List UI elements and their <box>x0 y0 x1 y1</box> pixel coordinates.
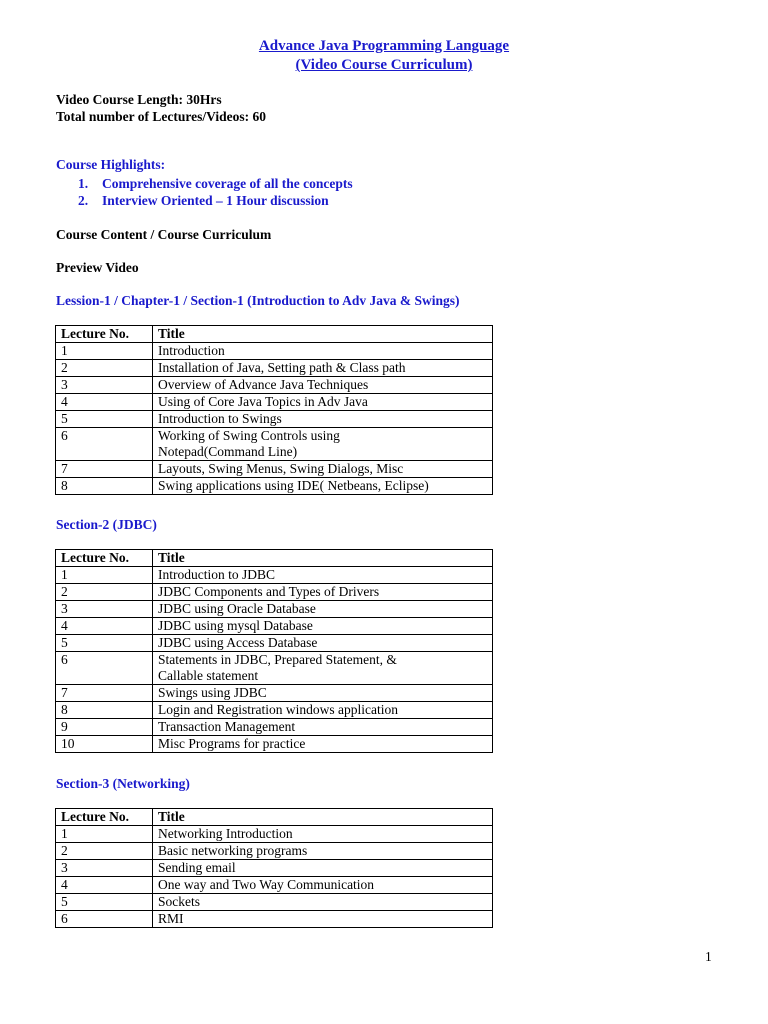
lecture-title: RMI <box>153 911 493 928</box>
table-row <box>56 860 493 877</box>
lecture-title: Introduction <box>153 343 493 360</box>
section-3-heading: Section-3 (Networking) <box>56 776 190 791</box>
highlight-text: Interview Oriented – 1 Hour discussion <box>102 193 329 208</box>
lecture-no: 2 <box>56 584 153 601</box>
lecture-no: 1 <box>56 567 153 584</box>
highlight-item <box>78 175 353 192</box>
lecture-title: Working of Swing Controls using Notepad(Command Line) <box>153 428 493 461</box>
section-1-table <box>55 325 493 495</box>
lecture-title: Installation of Java, Setting path & Class path <box>153 360 493 377</box>
document-title-line1: Advance Java Programming Language <box>258 38 510 54</box>
lecture-title: Swing applications using IDE( Netbeans, Eclipse) <box>153 478 493 495</box>
highlight-number: 2. <box>78 193 89 208</box>
lecture-title: Using of Core Java Topics in Adv Java <box>153 394 493 411</box>
lecture-no: 5 <box>56 411 153 428</box>
table-row <box>56 478 493 495</box>
lecture-no: 2 <box>56 843 153 860</box>
lecture-title: Introduction to JDBC <box>153 567 493 584</box>
table-row <box>56 394 493 411</box>
header-title: Title <box>153 550 493 567</box>
lecture-title: Networking Introduction <box>153 826 493 843</box>
highlight-item <box>78 192 329 209</box>
lecture-title: Transaction Management <box>153 719 493 736</box>
table-row <box>56 584 493 601</box>
table-row <box>56 911 493 928</box>
lecture-title: Layouts, Swing Menus, Swing Dialogs, Misc <box>153 461 493 478</box>
header-lecture-no: Lecture No. <box>56 809 153 826</box>
table-header-row <box>56 550 493 567</box>
table-row <box>56 360 493 377</box>
lecture-no: 3 <box>56 377 153 394</box>
table-row <box>56 635 493 652</box>
table-row <box>56 461 493 478</box>
section-1-heading: Lession-1 / Chapter-1 / Section-1 (Introduction to Adv Java & Swings) <box>56 293 460 308</box>
table-row <box>56 685 493 702</box>
table-row <box>56 428 493 461</box>
header-lecture-no: Lecture No. <box>56 550 153 567</box>
table-row <box>56 702 493 719</box>
table-row <box>56 601 493 618</box>
lecture-title: Sending email <box>153 860 493 877</box>
lecture-title: One way and Two Way Communication <box>153 877 493 894</box>
lecture-no: 2 <box>56 360 153 377</box>
table-row <box>56 719 493 736</box>
lecture-title: Basic networking programs <box>153 843 493 860</box>
header-title: Title <box>153 809 493 826</box>
section-3-table <box>55 808 493 928</box>
page-number: 1 <box>705 949 712 964</box>
table-row <box>56 843 493 860</box>
highlights-heading: Course Highlights: <box>56 157 166 172</box>
table-row <box>56 736 493 753</box>
lecture-title: Introduction to Swings <box>153 411 493 428</box>
lecture-title: Overview of Advance Java Techniques <box>153 377 493 394</box>
lecture-no: 5 <box>56 635 153 652</box>
lecture-no: 3 <box>56 860 153 877</box>
lecture-title: Sockets <box>153 894 493 911</box>
table-row <box>56 567 493 584</box>
lecture-no: 6 <box>56 911 153 928</box>
lecture-no: 5 <box>56 894 153 911</box>
lecture-title: JDBC using Access Database <box>153 635 493 652</box>
document-title-line2: (Video Course Curriculum) <box>295 57 473 73</box>
lecture-no: 1 <box>56 343 153 360</box>
lecture-no: 6 <box>56 652 153 685</box>
table-row <box>56 652 493 685</box>
preview-video-label: Preview Video <box>56 260 139 275</box>
lecture-title: JDBC using mysql Database <box>153 618 493 635</box>
lecture-no: 4 <box>56 877 153 894</box>
table-row <box>56 343 493 360</box>
lecture-title: Login and Registration windows application <box>153 702 493 719</box>
lecture-title: Misc Programs for practice <box>153 736 493 753</box>
highlight-number: 1. <box>78 176 89 191</box>
header-lecture-no: Lecture No. <box>56 326 153 343</box>
lecture-no: 8 <box>56 478 153 495</box>
lecture-no: 7 <box>56 685 153 702</box>
header-title: Title <box>153 326 493 343</box>
table-header-row <box>56 326 493 343</box>
lecture-no: 6 <box>56 428 153 461</box>
lecture-no: 4 <box>56 618 153 635</box>
course-content-heading: Course Content / Course Curriculum <box>56 227 272 242</box>
table-row <box>56 377 493 394</box>
lecture-title: JDBC Components and Types of Drivers <box>153 584 493 601</box>
lecture-no: 1 <box>56 826 153 843</box>
lecture-no: 10 <box>56 736 153 753</box>
lecture-title: JDBC using Oracle Database <box>153 601 493 618</box>
highlight-text: Comprehensive coverage of all the concepts <box>102 176 353 191</box>
lecture-no: 3 <box>56 601 153 618</box>
total-lectures: Total number of Lectures/Videos: 60 <box>56 109 267 124</box>
table-row <box>56 826 493 843</box>
section-2-heading: Section-2 (JDBC) <box>56 517 157 532</box>
lecture-title: Swings using JDBC <box>153 685 493 702</box>
table-row <box>56 618 493 635</box>
section-2-table <box>55 549 493 753</box>
lecture-no: 7 <box>56 461 153 478</box>
lecture-no: 4 <box>56 394 153 411</box>
lecture-title: Statements in JDBC, Prepared Statement, & Callable statement <box>153 652 493 685</box>
course-length: Video Course Length: 30Hrs <box>56 92 222 107</box>
table-row <box>56 877 493 894</box>
table-header-row <box>56 809 493 826</box>
table-row <box>56 411 493 428</box>
lecture-no: 9 <box>56 719 153 736</box>
table-row <box>56 894 493 911</box>
lecture-no: 8 <box>56 702 153 719</box>
